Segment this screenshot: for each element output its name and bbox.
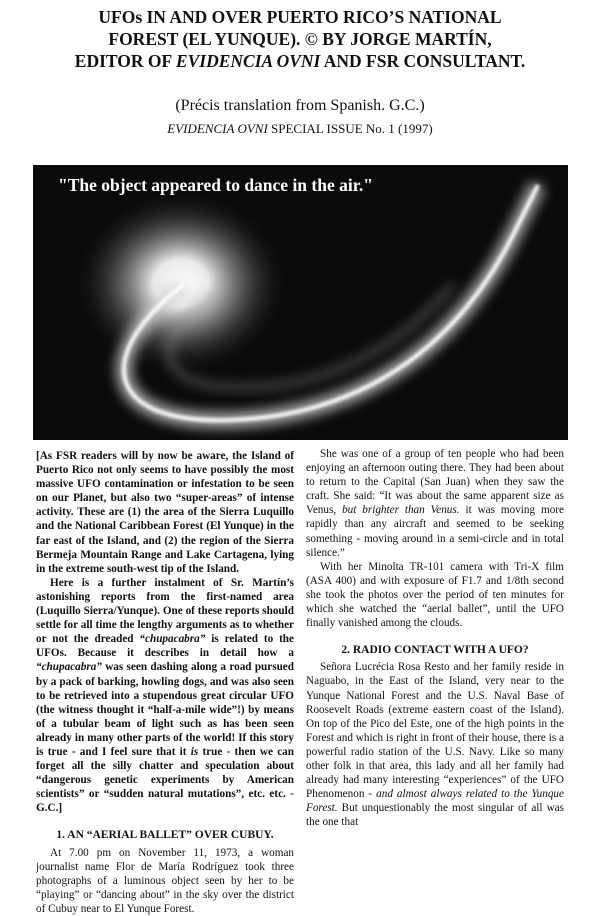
translation-note: (Précis translation from Spanish. G.C.) [175,97,425,114]
s1-p2-b: it was moving more rapidly than any aircraft and seemed to be seeking something - moving around in a semi-circle and in total silence.” [306,504,564,559]
title-line-1: UFOs IN AND OVER PUERTO RICO’S NATIONAL [98,7,502,27]
spacer [306,630,564,639]
section-1-paragraph-2 [306,447,564,560]
s2-p1-a: Señora Lucrécia Rosa Resto and her family reside in Naguabo, in the East of the Island, very near to the Yunque National Forest and the U.S. Naval Base of Roosevelt Roads (extreme eastern coast of the Island). On top of the Pico del Este, one of the high points in the Forest and which is right in front of their house, there is a powerful radio station of the U.S. Navy. Like so many other folk in that area, this lady and all her family had already had many interesting “experiences” of the UFO Phenomenon [306,661,564,801]
intro-p2-italic-1: “chupacabra” [139,633,206,646]
title-line-3-pre: EDITOR OF [74,51,176,71]
spacer [36,815,294,824]
s1-p2-italic: but brighter than Venus. [342,504,460,517]
title-line-3 [0,50,600,72]
ufo-photograph [33,165,568,440]
section-2-paragraph-1 [306,660,564,829]
intro-p2-italic-2: “chupacabra” [36,661,102,674]
source-italic: EVIDENCIA OVNI [167,121,268,136]
section-1-heading: 1. AN “AERIAL BALLET” OVER CUBUY. [56,829,274,842]
article-title [0,6,600,72]
intro-p2-italic-3: is [190,745,199,758]
right-column [306,447,564,829]
intro-paragraph-1: [As FSR readers will by now be aware, the Island of Puerto Rico not only seems to have possibly the most massive UFO contamination or infestation to be seen on our Planet, but also two “super-areas” of intense activity. These are (1) the area of the Sierra Luquillo and the National Caribbean Forest (El Yunque) in the far east of the Island, and (2) the region of the Sierra Bermeja Mountain Range and Lake Cartagena, lying in the extreme south-west tip of the Island. [36,450,294,575]
photo-caption: "The object appeared to dance in the air." [58,175,373,195]
source-rest: SPECIAL ISSUE No. 1 (1997) [267,121,433,136]
title-line-2: FOREST (EL YUNQUE). © BY JORGE MARTÍN, [108,29,492,49]
intro-p2-b: is related to the UFOs. Because it describes in detail how a [36,633,294,660]
title-line-3-italic: EVIDENCIA OVNI [175,51,321,71]
intro-p2-a: Here is a further instalment of Sr. Martín’s astonishing reports from the first-named area (Luquillo Sierra/Yunque). One of these reports should settle for all time the lengthy arguments as to whether or not the dreaded [36,576,294,646]
s2-p1-b: But unquestionably the most singular of all was the one that [306,802,564,829]
intro-paragraph-2 [36,576,294,816]
section-1-paragraph-1: At 7.00 pm on November 11, 1973, a woman journalist name Flor de María Rodríguez took three photographs of a luminous object seen by her to be “playing” or “dancing about” in the sky over the district of Cubuy near to El Yunque Forest. [36,846,294,915]
s2-p1-italic: - and almost always related to the Yunque Forest. [306,788,564,815]
source-note [0,121,600,137]
intro-p2-c: was seen dashing along a road pursued by a pack of barking, howling dogs, and was also seen to be retrieved into a stupendous great circular UFO (the witness thought it “half-a-mile wide”!) by means of a tubular beam of light such as has been seen already in many other parts of the world! If this story is true - and I feel sure that it [36,661,294,758]
intro-p2-d: true - then we can forget all the silly chatter and speculation about “dangerous genetic experiments by American scientists” or “sudden natural mutations”, etc. etc. -G.C.] [36,745,294,815]
section-2-heading: 2. RADIO CONTACT WITH A UFO? [341,644,529,657]
section-1-paragraph-3: With her Minolta TR-101 camera with Tri-X film (ASA 400) and with exposure of F1.7 and 1/8th second she took the photos over the period of ten minutes for which she watched the “aerial ballet”, until the UFO finally vanished among the clouds. [306,560,564,630]
ufo-light-trail-image [33,165,568,440]
left-column [36,449,294,916]
s1-p2-a: She was one of a group of ten people who had been enjoying an afternoon outing there. They had been about to return to the Capital (San Juan) when they saw the craft. She said: “It was about the same apparent size as Venus, [306,448,564,517]
title-line-3-post: AND FSR CONSULTANT. [320,51,526,71]
